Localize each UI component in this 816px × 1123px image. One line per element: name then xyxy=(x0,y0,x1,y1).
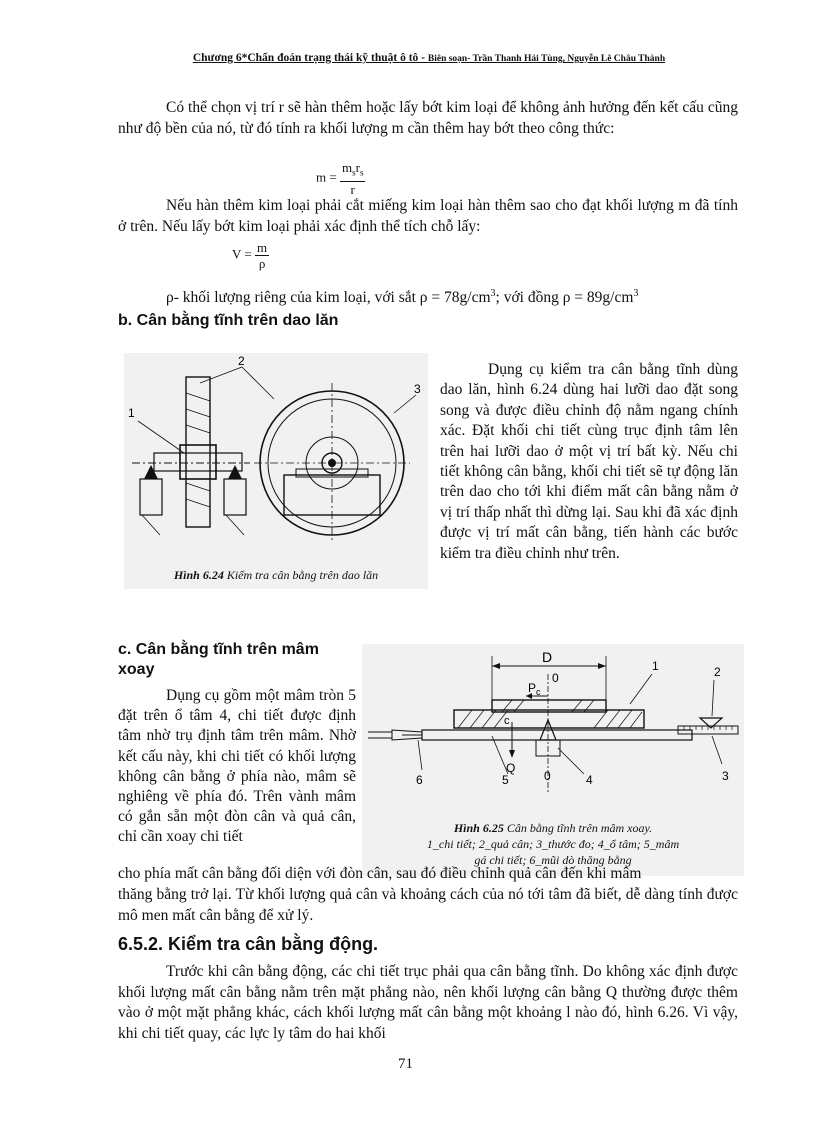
fig625-label-1: 1 xyxy=(652,659,659,673)
fig625-label-0-bottom: 0 xyxy=(544,769,551,783)
fig624-label-1: 1 xyxy=(128,406,135,420)
formula-volume-fraction xyxy=(255,240,269,271)
figure-6-25-caption-text: Cân bằng tĩnh trên mâm xoay. xyxy=(503,821,653,835)
section-c-body-continuation-line1: cho phía mất cân bằng đối diện với đòn cân, sau đó điều chỉnh quả cân đến khi mâm xyxy=(118,865,642,882)
formula-mass-fraction xyxy=(340,160,366,197)
fig625-label-4: 4 xyxy=(586,773,593,787)
fig625-label-3: 3 xyxy=(722,769,729,783)
section-c-heading-line2: xoay xyxy=(118,661,155,678)
fig625-label-P: P xyxy=(528,681,537,695)
fig625-label-c: c xyxy=(504,715,510,727)
formula-volume-num: m xyxy=(257,240,268,255)
section-652-heading: 6.5.2. Kiểm tra cân bằng động. xyxy=(118,934,379,954)
figure-6-25 xyxy=(362,644,744,876)
figure-6-24-drawing xyxy=(124,353,428,553)
density-sup-1: 3 xyxy=(490,288,496,299)
section-c-body-continuation: thăng bằng trở lại. Từ khối lượng quả cân và khoảng cách của nó tới tâm đã biết, dễ dàng tính được mô men mất cân bằng để xử lý. xyxy=(118,886,738,924)
figure-6-25-drawing xyxy=(362,644,744,814)
section-652-body: Trước khi cân bằng động, các chi tiết trục phải qua cân bằng tĩnh. Do không xác định được khối lượng mất cân bằng nằm trên mặt phẳng nào, nên khối lượng cân bằng Q thường được thêm vào ở một mặt phẳng khác, cách khối lượng mất cân bằng một khoảng l nào đó, hình 6.26. Vì vậy, khi chi tiết quay, các lực ly tâm do hai khối xyxy=(118,963,738,1042)
running-header xyxy=(118,52,740,64)
figure-6-24-caption xyxy=(124,567,428,583)
fig624-label-2: 2 xyxy=(238,354,245,368)
formula-volume-den: ρ xyxy=(258,256,266,271)
fig625-label-Q: Q xyxy=(506,761,516,775)
formula-mass-num: m xyxy=(341,160,353,175)
section-b-heading: b. Cân bằng tĩnh trên dao lăn xyxy=(118,312,339,329)
formula-volume-lhs: V = xyxy=(232,246,252,262)
section-c-body-side: Dụng cụ gồm một mâm tròn 5 đặt trên ổ tâm 4, chi tiết được định tâm nhờ trụ định tâm trên mâm. Nhờ kết cấu này, khi chi tiết có khối lượng không cân bằng ở phía nào, mâm sẽ nghiêng về phía đó. Trên vành mâm có gắn sẵn một đòn cân và quả cân, chỉ cần xoay chi tiết xyxy=(118,687,356,846)
page-number: 71 xyxy=(398,1056,413,1072)
formula-mass-den: r xyxy=(350,181,355,197)
figure-6-25-caption xyxy=(362,820,744,868)
formula-mass xyxy=(316,160,365,197)
formula-mass-sub2: s xyxy=(359,167,364,178)
section-c-heading-line1: c. Cân bằng tĩnh trên mâm xyxy=(118,641,319,658)
density-text-2: ; với đồng ρ = 89g/cm xyxy=(495,289,634,307)
density-line xyxy=(166,284,746,309)
figure-6-25-caption-line3: gá chi tiết; 6_mũi dò thăng bằng xyxy=(474,853,632,867)
figure-6-24-caption-label: Hình 6.24 xyxy=(173,568,224,582)
figure-6-25-caption-line2: 1_chi tiết; 2_quả cân; 3_thước đo; 4_ổ tâm; 5_mâm xyxy=(426,837,680,851)
intro-paragraph-1: Có thể chọn vị trí r sẽ hàn thêm hoặc lấy bớt kim loại để không ảnh hưởng đến kết cấu cũng như độ bền của nó, từ đó tính ra khối lượng m cần thêm hay bớt theo công thức: xyxy=(118,99,738,137)
density-sup-2: 3 xyxy=(633,288,639,299)
header-authors: Biên soạn- Trần Thanh Hải Tùng, Nguyễn Lê Châu Thành xyxy=(427,54,666,64)
fig625-label-0-top: 0 xyxy=(552,671,559,685)
intro-paragraph-2: Nếu hàn thêm kim loại phải cắt miếng kim loại hàn thêm sao cho đạt khối lượng m đã tính ở trên. Nếu lấy bớt kim loại phải xác định thể tích chỗ lấy: xyxy=(118,197,738,235)
figure-6-24-caption-text: Kiểm tra cân bằng trên dao lăn xyxy=(223,568,379,582)
section-b-body: Dụng cụ kiểm tra cân bằng tĩnh dùng dao lăn, hình 6.24 dùng hai lưỡi dao đặt song song và được điều chỉnh độ nằm ngang chính xác. Đặt khối chi tiết cùng trục định tâm lên trên hai lưỡi dao ở một vị trí bất kỳ. Nếu chi tiết không cân bằng, khối chi tiết sẽ tự động lăn trên dao cho tới khi điểm mất cân bằng nằm ở vị trí thấp nhất thì dừng lại. Sau khi đã xác định được vị trí mất cân bằng, tiến hành các bước kiểm tra điều chỉnh như trên. xyxy=(440,361,738,562)
fig625-label-c-sub: c xyxy=(536,687,541,697)
fig625-label-D: D xyxy=(542,649,553,665)
formula-mass-sub1: s xyxy=(352,167,356,178)
fig624-label-3: 3 xyxy=(414,382,421,396)
formula-mass-r: r xyxy=(355,160,360,175)
fig625-label-2: 2 xyxy=(714,665,721,679)
section-c-heading xyxy=(118,640,358,680)
fig625-label-5: 5 xyxy=(502,773,509,787)
figure-6-24 xyxy=(124,353,428,589)
formula-volume xyxy=(232,240,269,271)
formula-mass-lhs: m = xyxy=(316,169,337,185)
header-title: Chương 6*Chẩn đoán trạng thái kỹ thuật ô tô - xyxy=(192,52,428,64)
figure-6-25-caption-label: Hình 6.25 xyxy=(453,821,504,835)
fig625-label-Pc xyxy=(528,681,541,697)
density-text-1: ρ- khối lượng riêng của kim loại, với sắt ρ = 78g/cm xyxy=(166,289,491,307)
fig625-label-6: 6 xyxy=(416,773,423,787)
